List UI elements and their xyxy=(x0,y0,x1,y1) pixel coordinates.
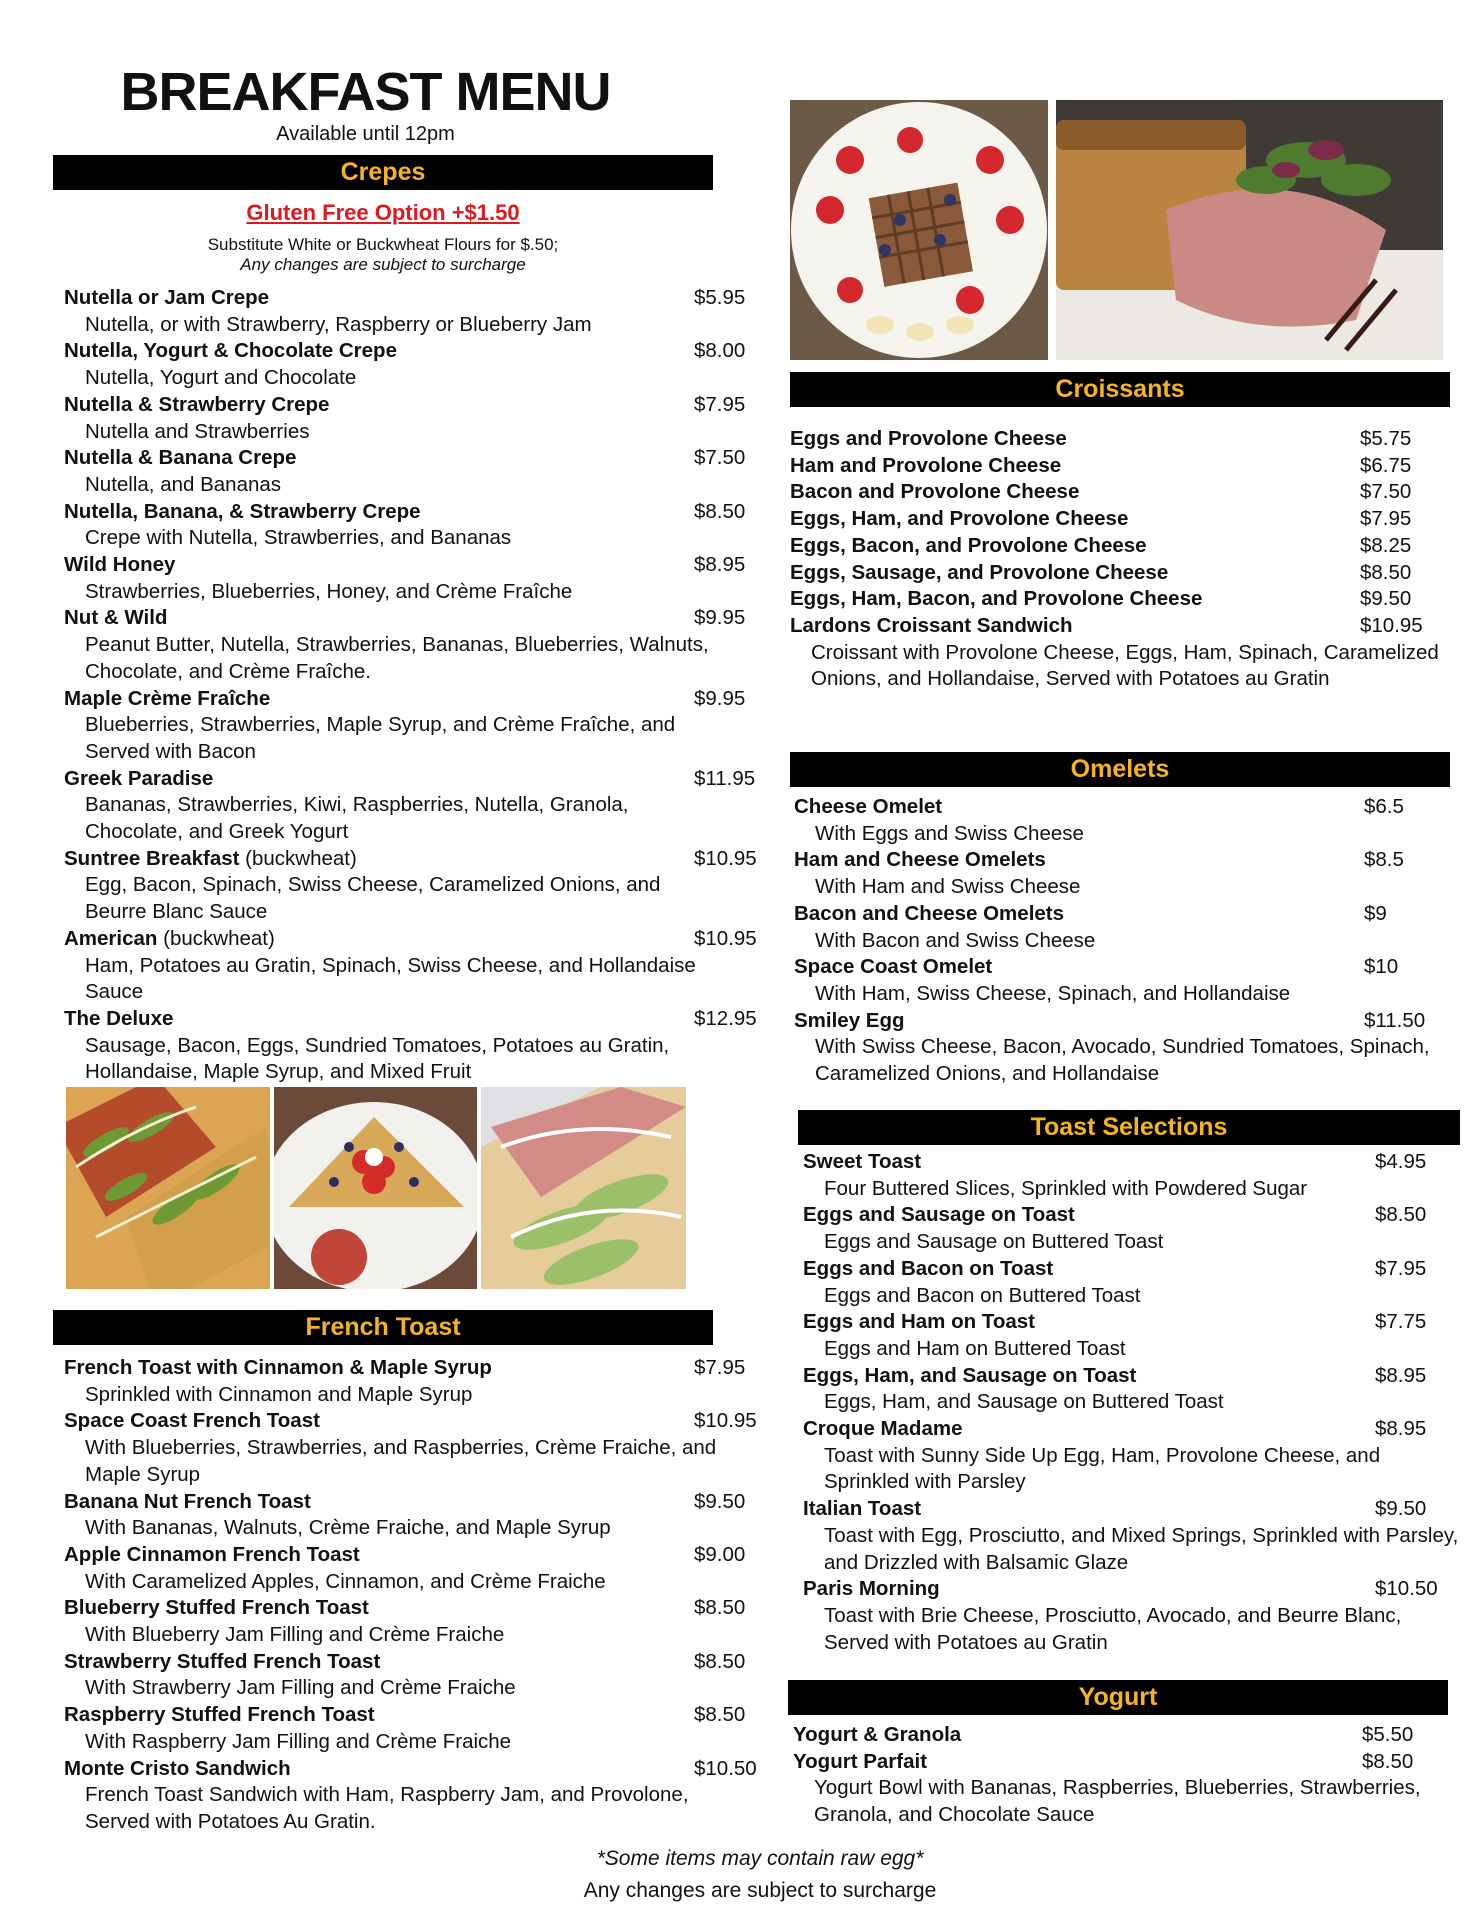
item-name-text: Blueberry Stuffed French Toast xyxy=(64,1596,369,1620)
item-description: Bananas, Strawberries, Kiwi, Raspberries, Nutella, Granola, Chocolate, and Greek Yogurt xyxy=(85,793,629,844)
item-name-text: Bacon and Cheese Omelets xyxy=(794,901,1065,925)
item-description: With Ham and Swiss Cheese xyxy=(815,875,1081,899)
raw-egg-note: *Some items may contain raw egg* xyxy=(596,1847,924,1870)
item-name-text: Suntree Breakfast xyxy=(64,846,240,870)
item-price: $10.95 xyxy=(694,846,757,870)
flour-substitute-text: Substitute White or Buckwheat Flours for $.50; xyxy=(207,235,559,254)
item-name-text: Eggs and Ham on Toast xyxy=(803,1310,1035,1334)
item-name-text: Nutella or Jam Crepe xyxy=(64,286,270,309)
item-name-text: Strawberry Stuffed French Toast xyxy=(64,1649,381,1673)
item-name-text: Eggs, Bacon, and Provolone Cheese xyxy=(790,533,1147,557)
yogurt-list xyxy=(793,1722,1453,1829)
crepe-photo-berries-image xyxy=(274,1087,477,1289)
item-price: $9.95 xyxy=(694,606,746,630)
item-name-text: Cheese Omelet xyxy=(794,795,943,818)
item-price: $7.50 xyxy=(1360,480,1412,504)
item-description: Crepe with Nutella, Strawberries, and Bananas xyxy=(85,526,512,550)
item-description: Egg, Bacon, Spinach, Swiss Cheese, Caramelized Onions, and Beurre Blanc Sauce xyxy=(85,873,661,924)
menu-item xyxy=(64,1489,754,1542)
item-name xyxy=(803,1202,1463,1229)
item-price: $10.50 xyxy=(694,1756,757,1780)
item-name xyxy=(794,901,1454,928)
item-name xyxy=(790,533,1450,560)
item-name xyxy=(794,847,1454,874)
menu-item xyxy=(64,1006,757,1086)
availability-note: Available until 12pm xyxy=(276,123,455,145)
item-name-text: Wild Honey xyxy=(64,553,176,577)
item-name-text: Eggs and Bacon on Toast xyxy=(803,1256,1054,1280)
item-name xyxy=(793,1722,1453,1749)
item-name xyxy=(790,586,1450,613)
menu-title: BREAKFAST MENU xyxy=(120,62,611,122)
item-description: With Strawberry Jam Filling and Crème Fraiche xyxy=(85,1676,516,1700)
item-description: Blueberries, Strawberries, Maple Syrup, and Crème Fraîche, and Served with Bacon xyxy=(85,713,676,763)
item-name xyxy=(803,1416,1463,1443)
item-name-text: Nut & Wild xyxy=(64,606,168,630)
item-price: $6.5 xyxy=(1364,795,1404,818)
lardons-croissant-photo xyxy=(1056,100,1443,360)
item-name xyxy=(794,954,1454,981)
item-price: $8.50 xyxy=(1360,560,1412,584)
menu-item xyxy=(793,1722,1453,1749)
item-name xyxy=(793,1749,1453,1776)
item-description: Eggs and Ham on Buttered Toast xyxy=(824,1336,1126,1360)
menu-item xyxy=(64,1649,754,1702)
item-description: Four Buttered Slices, Sprinkled with Powdered Sugar xyxy=(824,1176,1308,1200)
menu-item xyxy=(64,445,746,498)
item-description: Nutella, or with Strawberry, Raspberry or Blueberry Jam xyxy=(85,312,592,336)
menu-item xyxy=(64,686,746,766)
item-description: Eggs, Ham, and Sausage on Buttered Toast xyxy=(824,1390,1224,1414)
menu-item xyxy=(64,926,757,1006)
menu-item xyxy=(794,847,1454,900)
item-description: Nutella, Yogurt and Chocolate xyxy=(85,366,357,390)
item-description: Nutella, and Bananas xyxy=(85,472,282,496)
item-name-text: Sweet Toast xyxy=(803,1150,922,1173)
item-price: $10.95 xyxy=(694,926,757,950)
item-description: Sausage, Bacon, Eggs, Sundried Tomatoes, Potatoes au Gratin, Hollandaise, Maple Syrup, and Mixed Fruit xyxy=(85,1033,670,1084)
item-name-text: Italian Toast xyxy=(803,1497,922,1521)
item-price: $8.5 xyxy=(1364,848,1404,872)
item-name-text: Nutella, Banana, & Strawberry Crepe xyxy=(64,499,421,523)
item-name-text: Nutella & Strawberry Crepe xyxy=(64,392,330,416)
item-name-text: Croque Madame xyxy=(803,1417,963,1441)
item-name xyxy=(64,1408,754,1435)
item-price: $7.75 xyxy=(1375,1310,1427,1334)
item-price: $9 xyxy=(1364,901,1387,925)
menu-item xyxy=(64,1756,757,1836)
item-name xyxy=(790,613,1450,640)
menu-item xyxy=(794,794,1454,847)
menu-item xyxy=(790,533,1450,560)
crepe-photo-prosciutto xyxy=(481,1087,686,1289)
item-name-text: Nutella, Yogurt & Chocolate Crepe xyxy=(64,339,397,363)
item-name xyxy=(64,499,724,526)
surcharge-text: Any changes are subject to surcharge xyxy=(240,255,526,274)
item-name xyxy=(64,1702,754,1729)
item-description: Sprinkled with Cinnamon and Maple Syrup xyxy=(85,1382,473,1406)
item-price: $7.95 xyxy=(1360,507,1412,531)
item-price: $9.50 xyxy=(1375,1497,1427,1521)
menu-item xyxy=(64,1595,754,1648)
toast-list xyxy=(803,1149,1463,1656)
menu-item xyxy=(803,1416,1463,1496)
menu-item xyxy=(803,1149,1463,1202)
menu-item xyxy=(64,552,746,605)
menu-item xyxy=(790,453,1450,480)
crepe-photo-berries xyxy=(274,1087,477,1289)
menu-item xyxy=(790,613,1450,693)
item-price: $7.95 xyxy=(694,392,746,416)
item-name xyxy=(64,686,724,713)
item-name-text: Eggs, Ham, and Sausage on Toast xyxy=(803,1363,1137,1387)
item-name-text: Lardons Croissant Sandwich xyxy=(790,613,1073,637)
menu-item xyxy=(794,954,1454,1007)
french-toast-list xyxy=(64,1355,757,1836)
item-name xyxy=(64,1006,724,1033)
item-description: Eggs and Sausage on Buttered Toast xyxy=(824,1230,1164,1254)
item-price: $5.95 xyxy=(694,286,746,309)
item-name-text: Space Coast Omelet xyxy=(794,955,993,979)
item-name xyxy=(794,1008,1454,1035)
item-name xyxy=(64,605,724,632)
item-price: $7.50 xyxy=(694,446,746,470)
menu-item xyxy=(793,1749,1453,1829)
menu-item xyxy=(803,1576,1463,1656)
section-heading-toast: Toast Selections xyxy=(798,1110,1460,1145)
item-name-text: Smiley Egg xyxy=(794,1008,905,1032)
item-name xyxy=(803,1576,1463,1603)
item-description: Strawberries, Blueberries, Honey, and Crème Fraîche xyxy=(85,579,573,603)
menu-item xyxy=(64,285,746,338)
item-flour-type: (buckwheat) xyxy=(157,926,275,950)
surcharge-footer: Any changes are subject to surcharge xyxy=(583,1879,937,1902)
item-price: $7.95 xyxy=(694,1356,746,1379)
item-name-text: Eggs and Sausage on Toast xyxy=(803,1203,1075,1227)
item-price: $8.50 xyxy=(694,1596,746,1620)
flour-note xyxy=(53,235,713,275)
item-name-text: Eggs, Ham, and Provolone Cheese xyxy=(790,507,1129,531)
item-name-text: Yogurt & Granola xyxy=(793,1723,962,1746)
crepes-list xyxy=(64,285,757,1086)
menu-item xyxy=(803,1256,1463,1309)
item-name xyxy=(803,1309,1463,1336)
item-description: Ham, Potatoes au Gratin, Spinach, Swiss Cheese, and Hollandaise Sauce xyxy=(85,953,696,1004)
item-description: With Bacon and Swiss Cheese xyxy=(815,928,1096,952)
item-name xyxy=(803,1496,1463,1523)
item-price: $10.50 xyxy=(1375,1577,1438,1601)
item-name xyxy=(803,1149,1463,1176)
item-name-text: Monte Cristo Sandwich xyxy=(64,1756,291,1780)
menu-item xyxy=(790,479,1450,506)
item-name-text: Banana Nut French Toast xyxy=(64,1489,311,1513)
item-name xyxy=(64,846,724,873)
menu-item xyxy=(790,506,1450,533)
menu-item xyxy=(790,560,1450,587)
item-description: With Swiss Cheese, Bacon, Avocado, Sundried Tomatoes, Spinach, Caramelized Onions, and Hollandaise xyxy=(815,1035,1430,1086)
item-flour-type: (buckwheat) xyxy=(239,846,357,870)
item-name xyxy=(790,453,1450,480)
crepe-photo-avocado-image xyxy=(66,1087,270,1289)
item-name xyxy=(803,1363,1463,1390)
item-description: Yogurt Bowl with Bananas, Raspberries, Blueberries, Strawberries, Granola, and Chocolate Sauce xyxy=(814,1776,1421,1827)
item-name-text: Eggs, Sausage, and Provolone Cheese xyxy=(790,560,1169,584)
menu-item xyxy=(803,1363,1463,1416)
menu-item xyxy=(790,586,1450,613)
item-name xyxy=(64,285,724,312)
item-price: $9.00 xyxy=(694,1542,746,1566)
item-price: $10.95 xyxy=(1360,613,1423,637)
item-price: $10 xyxy=(1364,955,1399,979)
item-price: $9.50 xyxy=(694,1489,746,1513)
item-name-text: Paris Morning xyxy=(803,1577,940,1601)
item-description: French Toast Sandwich with Ham, Raspberry Jam, and Provolone, Served with Potatoes Au Gratin. xyxy=(85,1783,689,1833)
item-name xyxy=(64,1595,754,1622)
section-heading-crepes: Crepes xyxy=(53,155,713,190)
waffle-photo xyxy=(790,100,1048,360)
item-name-text: American xyxy=(64,926,158,950)
item-description: With Eggs and Swiss Cheese xyxy=(815,821,1084,845)
menu-item xyxy=(803,1496,1463,1576)
item-price: $4.95 xyxy=(1375,1150,1427,1173)
item-price: $8.95 xyxy=(1375,1363,1427,1387)
item-name xyxy=(64,1489,754,1516)
item-name-text: The Deluxe xyxy=(64,1006,174,1030)
menu-item xyxy=(64,1542,754,1595)
item-name xyxy=(64,392,724,419)
item-price: $9.50 xyxy=(1360,587,1412,611)
item-name-text: Ham and Provolone Cheese xyxy=(790,453,1062,477)
item-description: Croissant with Provolone Cheese, Eggs, Ham, Spinach, Caramelized Onions, and Hollandaise, Served with Potatoes au Gratin xyxy=(811,640,1439,691)
item-description: With Ham, Swiss Cheese, Spinach, and Hollandaise xyxy=(815,981,1291,1005)
item-description: With Blueberries, Strawberries, and Raspberries, Crème Fraiche, and Maple Syrup xyxy=(85,1436,717,1486)
section-heading-omelets: Omelets xyxy=(790,752,1450,787)
item-description: Toast with Brie Cheese, Prosciutto, Avocado, and Beurre Blanc, Served with Potatoes au Gratin xyxy=(824,1603,1402,1654)
item-description: Eggs and Bacon on Buttered Toast xyxy=(824,1283,1141,1307)
item-price: $8.95 xyxy=(1375,1417,1427,1441)
item-name xyxy=(64,926,724,953)
menu-item xyxy=(803,1202,1463,1255)
item-name-text: Apple Cinnamon French Toast xyxy=(64,1542,360,1566)
item-price: $8.25 xyxy=(1360,533,1412,557)
item-price: $8.50 xyxy=(694,1649,746,1673)
menu-item xyxy=(64,1702,754,1755)
crepe-photo-prosciutto-image xyxy=(481,1087,686,1289)
menu-item xyxy=(64,392,746,445)
item-name-text: Bacon and Provolone Cheese xyxy=(790,480,1080,504)
menu-item xyxy=(64,1355,754,1408)
item-price: $8.50 xyxy=(694,1703,746,1727)
item-name xyxy=(64,1542,754,1569)
item-price: $8.95 xyxy=(694,553,746,577)
menu-item xyxy=(64,1408,757,1488)
menu-item xyxy=(790,426,1450,453)
item-description: With Blueberry Jam Filling and Crème Fraiche xyxy=(85,1623,505,1647)
section-heading-croissants: Croissants xyxy=(790,372,1450,407)
item-name xyxy=(64,1756,754,1783)
item-price: $8.50 xyxy=(1375,1203,1427,1227)
item-name xyxy=(64,445,724,472)
item-name-text: Eggs and Provolone Cheese xyxy=(790,427,1067,450)
section-heading-yogurt: Yogurt xyxy=(788,1680,1448,1715)
item-description: With Bananas, Walnuts, Crème Fraiche, and Maple Syrup xyxy=(85,1516,611,1540)
item-price: $6.75 xyxy=(1360,453,1412,477)
item-price: $10.95 xyxy=(694,1409,757,1433)
menu-item xyxy=(794,901,1454,954)
item-price: $9.95 xyxy=(694,686,746,710)
item-name xyxy=(790,479,1450,506)
item-name-text: Yogurt Parfait xyxy=(793,1749,928,1773)
item-name xyxy=(64,766,724,793)
item-name-text: French Toast with Cinnamon & Maple Syrup xyxy=(64,1356,492,1379)
menu-item xyxy=(64,605,746,685)
lardons-croissant-photo-image xyxy=(1056,100,1443,360)
crepe-photo-avocado xyxy=(66,1087,270,1289)
item-price: $8.50 xyxy=(1362,1749,1414,1773)
item-price: $12.95 xyxy=(694,1006,757,1030)
item-name-text: Greek Paradise xyxy=(64,766,214,790)
item-name-text: Eggs, Ham, Bacon, and Provolone Cheese xyxy=(790,587,1203,611)
item-price: $7.95 xyxy=(1375,1256,1427,1280)
menu-item xyxy=(64,766,756,846)
menu-item xyxy=(803,1309,1463,1362)
menu-item xyxy=(64,846,757,926)
item-name-text: Space Coast French Toast xyxy=(64,1409,320,1433)
item-price: $11.95 xyxy=(694,766,756,790)
item-price: $5.75 xyxy=(1360,427,1412,450)
item-name-text: Ham and Cheese Omelets xyxy=(794,848,1046,872)
croissants-list xyxy=(790,426,1450,693)
item-name xyxy=(64,338,724,365)
item-description: Peanut Butter, Nutella, Strawberries, Bananas, Blueberries, Walnuts, Chocolate, and Crème Fraîche. xyxy=(85,633,709,683)
item-name xyxy=(790,506,1450,533)
item-description: With Caramelized Apples, Cinnamon, and Crème Fraiche xyxy=(85,1569,606,1593)
item-name xyxy=(64,552,724,579)
item-name xyxy=(64,1649,754,1676)
section-heading-french-toast: French Toast xyxy=(53,1310,713,1345)
item-description: Toast with Sunny Side Up Egg, Ham, Provolone Cheese, and Sprinkled with Parsley xyxy=(824,1443,1381,1494)
item-name xyxy=(794,794,1454,821)
omelets-list xyxy=(794,794,1454,1088)
menu-item xyxy=(64,499,746,552)
waffle-photo-image xyxy=(790,100,1048,360)
item-description: Toast with Egg, Prosciutto, and Mixed Springs, Sprinkled with Parsley, and Drizzled with Balsamic Glaze xyxy=(824,1523,1459,1574)
item-price: $5.50 xyxy=(1362,1723,1414,1746)
item-name-text: Raspberry Stuffed French Toast xyxy=(64,1703,375,1727)
menu-item xyxy=(794,1008,1454,1088)
item-price: $8.50 xyxy=(694,499,746,523)
item-description: Nutella and Strawberries xyxy=(85,419,310,443)
item-name-text: Maple Crème Fraîche xyxy=(64,686,271,710)
gluten-free-note: Gluten Free Option +$1.50 xyxy=(246,200,520,225)
item-name xyxy=(790,426,1450,453)
item-name xyxy=(790,560,1450,587)
item-name xyxy=(803,1256,1463,1283)
item-name xyxy=(64,1355,754,1382)
menu-item xyxy=(64,338,746,391)
item-description: With Raspberry Jam Filling and Crème Fraiche xyxy=(85,1729,512,1753)
item-price: $8.00 xyxy=(694,339,746,363)
item-name-text: Nutella & Banana Crepe xyxy=(64,446,297,470)
item-price: $11.50 xyxy=(1364,1008,1426,1032)
